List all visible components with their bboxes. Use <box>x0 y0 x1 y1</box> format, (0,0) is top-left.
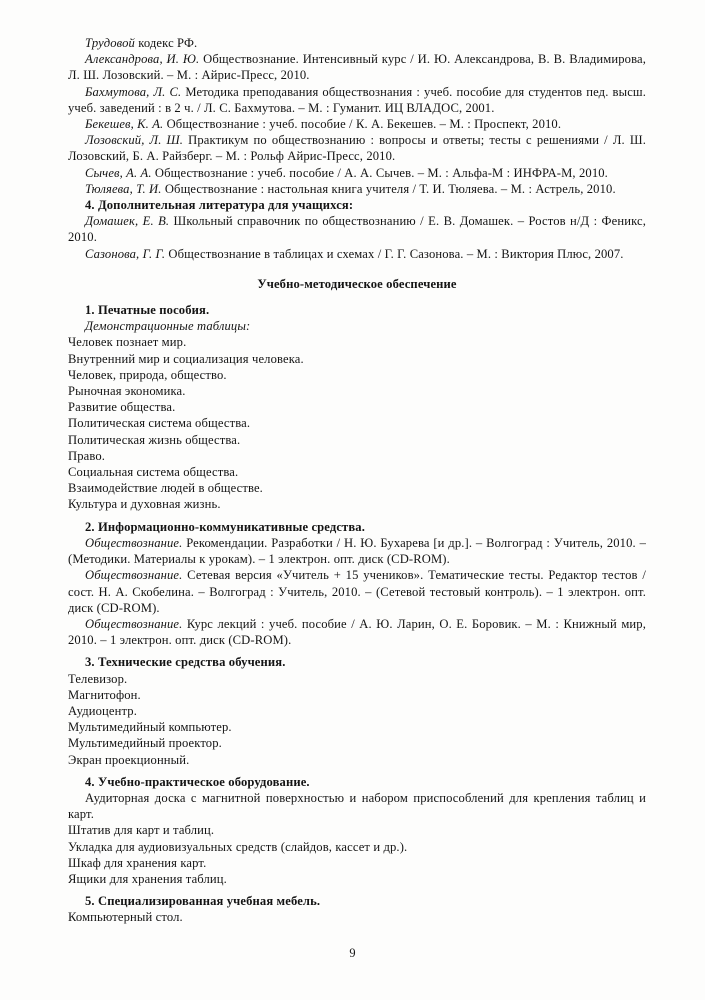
list-item: Аудиоцентр. <box>68 703 137 718</box>
entry-author-italic: Сазонова, Г. Г. <box>85 246 166 261</box>
entry-text: Обществознание : настольная книга учителя / Т. И. Тюляева. – М. : Астрель, 2010. <box>161 181 616 196</box>
list-item: Шкаф для хранения карт. <box>68 855 207 870</box>
entry-author-italic: Обществознание. <box>85 616 183 631</box>
section-spacer <box>68 292 646 302</box>
list-item: Телевизор. <box>68 671 128 686</box>
entry-text: Рекомендации. Разработки / Н. Ю. Бухарева [и др.]. – Волгоград : Учитель, 2010. – (Методики. Материалы к урокам). – 1 электрон. опт. диск (CD-ROM). <box>68 535 646 567</box>
list-item: Укладка для аудиовизуальных средств (слайдов, кассет и др.). <box>68 839 408 854</box>
section-heading-technical-means: 3. Технические средства обучения. <box>85 655 286 670</box>
section-heading-practical-equipment: 4. Учебно-практическое оборудование. <box>85 774 310 789</box>
heading-spacer <box>68 262 646 276</box>
entry-author-italic: Александрова, И. Ю. <box>85 52 200 67</box>
bibliography-entry <box>68 35 646 51</box>
list-item: Экран проекционный. <box>68 752 190 767</box>
bibliography-entry <box>68 116 646 132</box>
list-item: Политическая система общества. <box>68 416 251 431</box>
entry-text: Курс лекций : учеб. пособие / А. Ю. Ларин, О. Е. Боровик. – М. : Книжный мир, 2010. – 1 электрон. опт. диск (CD-ROM). <box>68 616 646 648</box>
entry-text: Сетевая версия «Учитель + 15 учеников». Тематические тесты. Редактор тестов / сост. Н. А. Скобелина. – Волгоград : Учитель, 2010. – (Сетевой тестовый контроль). – 1 электрон. опт. диск (CD-ROM). <box>68 568 646 615</box>
list-item: Мультимедийный компьютер. <box>68 720 232 735</box>
section-heading-printed-aids: 1. Печатные пособия. <box>85 303 210 318</box>
entry-author-italic: Сычев, А. А. <box>85 165 152 180</box>
paragraph-auditorium-board: Аудиторная доска с магнитной поверхностью и набором приспособлений для крепления таблиц и карт. <box>68 790 646 822</box>
list-item: Компьютерный стол. <box>68 910 183 925</box>
main-section-title: Учебно-методическое обеспечение <box>257 276 457 291</box>
list-item: Человек, природа, общество. <box>68 367 227 382</box>
entry-author-italic: Бекешев, К. А. <box>85 117 164 132</box>
list-item: Политическая жизнь общества. <box>68 432 241 447</box>
bibliography-entry <box>68 84 646 116</box>
list-item: Штатив для карт и таблиц. <box>68 823 215 838</box>
section-heading-info-communicative: 2. Информационно-коммуникативные средства. <box>85 519 365 534</box>
list-item: Человек познает мир. <box>68 335 187 350</box>
bibliography-entry <box>68 246 646 262</box>
list-item: Культура и духовная жизнь. <box>68 497 221 512</box>
bibliography-top-block <box>68 35 646 197</box>
bibliography-entry <box>68 51 646 83</box>
page-number: 9 <box>349 946 356 960</box>
list-item: Внутренний мир и социализация человека. <box>68 351 304 366</box>
list-item: Мультимедийный проектор. <box>68 736 222 751</box>
section-heading-specialized-furniture: 5. Специализированная учебная мебель. <box>85 894 321 909</box>
bibliography-entry <box>68 181 646 197</box>
entry-author-italic: Обществознание. <box>85 535 183 550</box>
bibliography-entry <box>68 132 646 164</box>
bibliography-entry <box>68 535 646 567</box>
list-item: Развитие общества. <box>68 400 176 415</box>
entry-author-italic: Лозовский, Л. Ш. <box>85 133 184 148</box>
bibliography-entry <box>68 616 646 648</box>
entry-text: Обществознание : учеб. пособие / К. А. Бекешев. – М. : Проспект, 2010. <box>163 117 562 132</box>
bibliography-entry <box>68 213 646 245</box>
entry-text: Обществознание в таблицах и схемах / Г. Г. Сазонова. – М. : Виктория Плюс, 2007. <box>165 246 624 261</box>
entry-text: Обществознание : учеб. пособие / А. А. Сычев. – М. : Альфа-М : ИНФРА-М, 2010. <box>151 165 608 180</box>
page-content <box>68 35 646 926</box>
list-item: Магнитофон. <box>68 687 141 702</box>
list-item: Социальная система общества. <box>68 465 239 480</box>
list-item: Ящики для хранения таблиц. <box>68 871 227 886</box>
entry-text: кодекс РФ. <box>134 36 198 50</box>
list-item: Взаимодействие людей в обществе. <box>68 481 263 496</box>
list-item: Право. <box>68 448 106 463</box>
entry-text: Практикум по обществознанию : вопросы и ответы; тесты с решениями / Л. Ш. Лозовский, Б. А. Райзберг. – М. : Рольф Айрис-Пресс, 2010. <box>68 133 646 164</box>
entry-author-italic: Домашек, Е. В. <box>85 214 170 229</box>
entry-text: Обществознание. Интенсивный курс / И. Ю. Александрова, В. В. Владимирова, Л. Ш. Лозовский. – М. : Айрис-Пресс, 2010. <box>68 52 646 83</box>
bibliography-entry <box>68 165 646 181</box>
subheading-demonstration-tables <box>68 318 646 334</box>
section-heading-additional-literature: 4. Дополнительная литература для учащихся: <box>85 198 354 213</box>
entry-text: Методика преподавания обществознания : учеб. пособие для студентов пед. высш. учеб. заведений : в 2 ч. / Л. С. Бахмутова. – М. : Гуманит. ИЦ ВЛАДОС, 2001. <box>68 84 647 115</box>
bibliography-entry <box>68 567 646 616</box>
entry-author-italic: Обществознание. <box>85 568 183 583</box>
entry-author-italic: Трудовой <box>85 36 135 50</box>
entry-text: Школьный справочник по обществознанию / Е. В. Домашек. – Ростов н/Д : Феникс, 2010. <box>68 214 646 245</box>
list-item: Рыночная экономика. <box>68 384 186 399</box>
entry-author-italic: Бахмутова, Л. С. <box>85 84 182 99</box>
entry-author-italic: Тюляева, Т. И. <box>85 181 162 196</box>
subheading-text: Демонстрационные таблицы: <box>85 319 251 334</box>
